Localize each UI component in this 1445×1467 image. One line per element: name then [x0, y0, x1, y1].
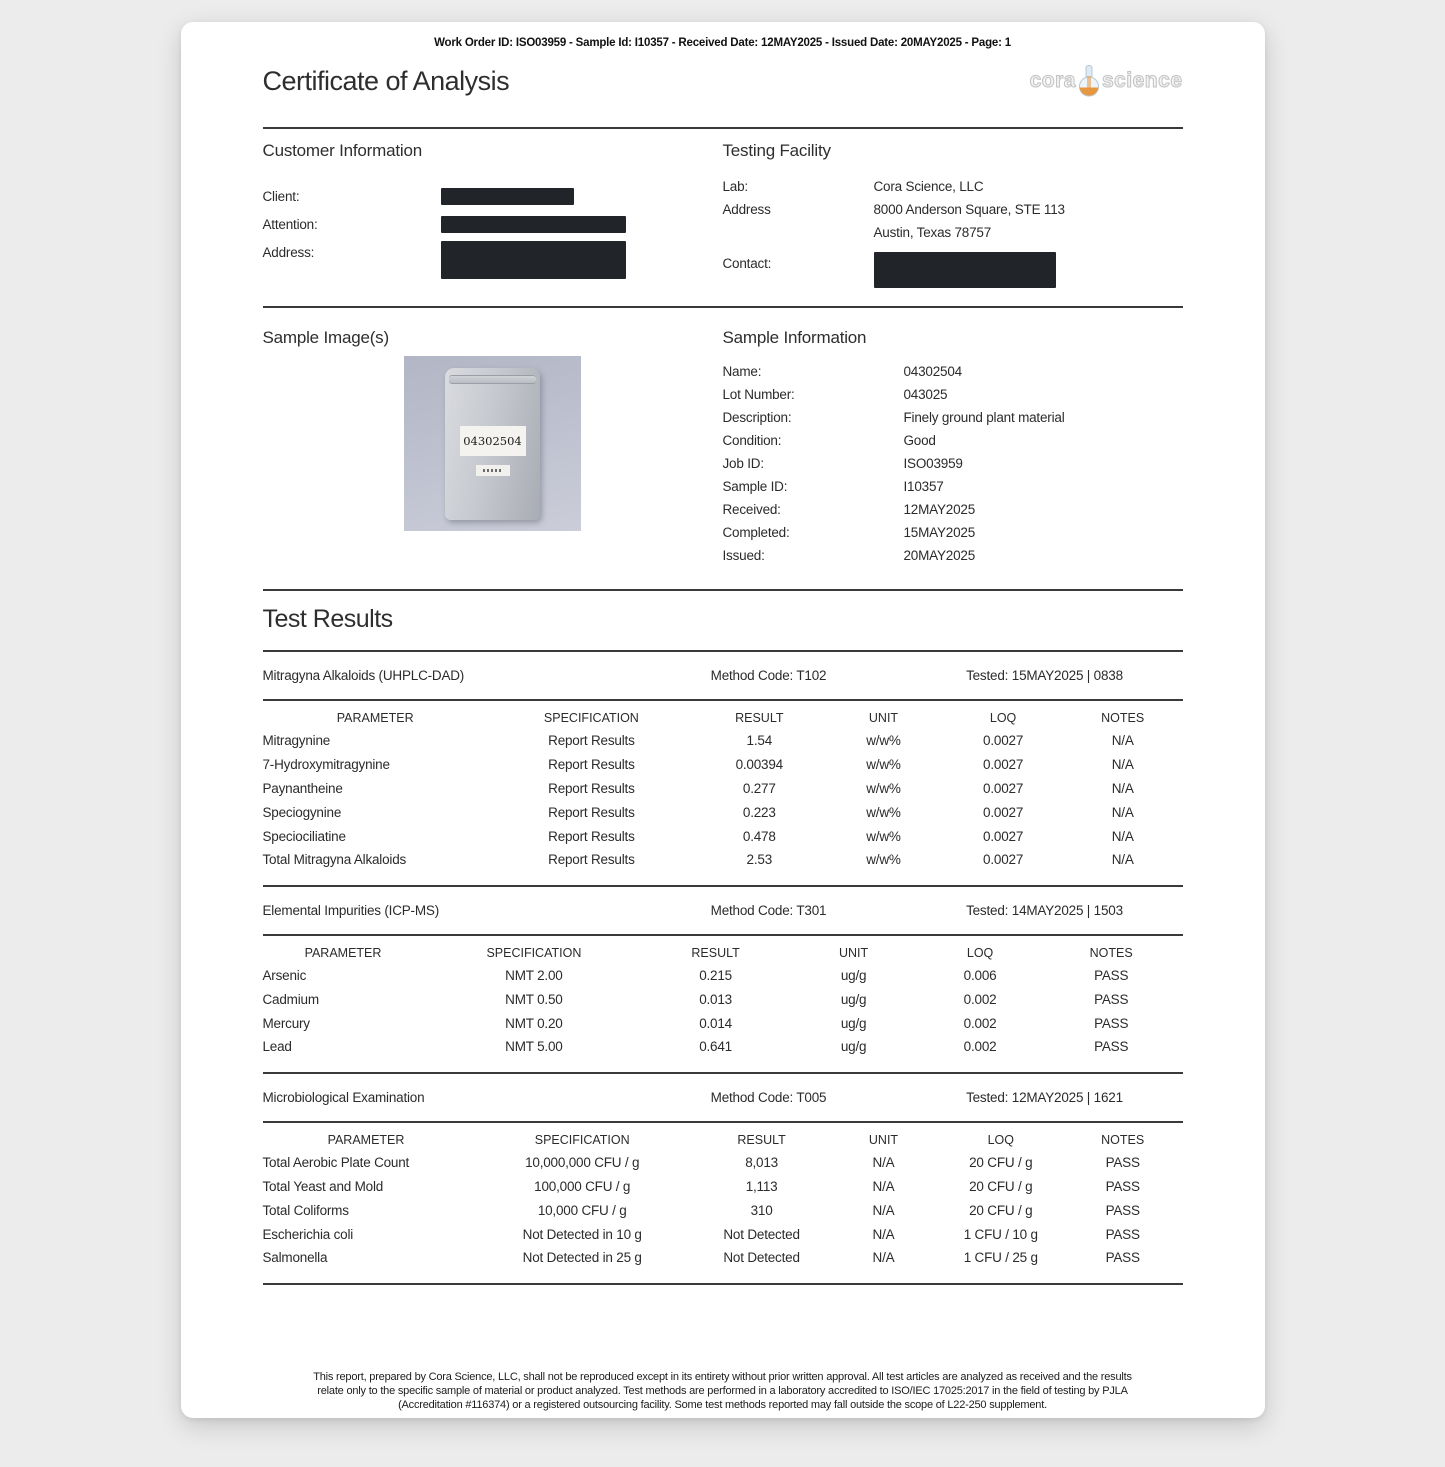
section-head-elemental [263, 887, 1183, 934]
sample-photo [404, 356, 581, 531]
table-row: Total Aerobic Plate Count 10,000,000 CFU / g 8,013 N/A 20 CFU / g PASS [262, 1155, 1140, 1171]
page-title: Certificate of Analysis [262, 65, 510, 96]
table-row: Speciociliatine Report Results 0.478 w/w% 0.0027 N/A [262, 828, 1134, 844]
table-row: Escherichia coli Not Detected in 10 g Not Detected N/A 1 CFU / 10 g PASS [262, 1226, 1140, 1242]
table-row: Mercury NMT 0.20 0.014 ug/g 0.002 PASS [262, 1015, 1129, 1031]
field-value: Finely ground plant material [903, 410, 1065, 425]
alkaloids-table [263, 701, 1183, 872]
field-label: Lot Number: [722, 387, 795, 402]
col-unit: UNIT [868, 711, 899, 725]
col-unit: UNIT [839, 945, 869, 960]
lab-label: Lab: [722, 179, 748, 194]
table-row: Mitragynine Report Results 1.54 w/w% 0.0027 N/A [262, 733, 1134, 749]
col-parameter: PARAMETER [304, 945, 382, 960]
elemental-table [263, 936, 1183, 1059]
sample-info-row [723, 383, 1183, 406]
col-unit: UNIT [868, 1132, 899, 1147]
sample-pouch-image [445, 368, 540, 520]
col-result: RESULT [735, 711, 784, 725]
section-name: Elemental Impurities (ICP-MS) [262, 902, 439, 918]
col-loq: LOQ [966, 945, 994, 960]
redacted-address-value [441, 241, 626, 279]
col-loq: LOQ [989, 711, 1017, 725]
address-label: Address: [262, 245, 315, 260]
method-code: Method Code: T102 [710, 668, 827, 683]
sample-info-row [723, 498, 1183, 521]
col-specification: SPECIFICATION [534, 1132, 630, 1147]
field-value: 04302504 [903, 364, 962, 379]
table-row: Total Mitragyna Alkaloids Report Results 2.53 w/w% 0.0027 N/A [262, 852, 1134, 868]
field-label: Description: [722, 410, 792, 425]
col-notes: NOTES [1101, 1132, 1145, 1147]
testing-facility [723, 141, 1183, 288]
table-row: Total Coliforms 10,000 CFU / g 310 N/A 20 CFU / g PASS [262, 1202, 1140, 1218]
col-notes: NOTES [1101, 711, 1145, 725]
table-row: Paynantheine Report Results 0.277 w/w% 0.0027 N/A [262, 780, 1134, 796]
testing-facility-heading: Testing Facility [722, 141, 831, 160]
field-label: Received: [722, 502, 781, 517]
field-label: Sample ID: [722, 479, 788, 494]
field-value: Good [903, 433, 936, 448]
cora-science-logo [1030, 64, 1183, 98]
field-label: Completed: [722, 525, 790, 540]
address-row [263, 241, 723, 279]
facility-address-row2 [723, 221, 1183, 244]
sample-info-row [723, 429, 1183, 452]
sample-images [263, 328, 723, 567]
method-code: Method Code: T301 [710, 902, 827, 918]
sample-images-heading: Sample Image(s) [262, 328, 389, 347]
field-value: 043025 [903, 387, 948, 402]
sample-info-row [723, 475, 1183, 498]
test-results-heading: Test Results [262, 605, 393, 633]
attention-label: Attention: [262, 217, 318, 232]
table-row: Lead NMT 5.00 0.641 ug/g 0.002 PASS [262, 1039, 1129, 1055]
customer-information-heading: Customer Information [262, 141, 422, 160]
facility-address-line2: Austin, Texas 78757 [873, 225, 992, 240]
divider [263, 127, 1183, 129]
table-row: Cadmium NMT 0.50 0.013 ug/g 0.002 PASS [262, 991, 1129, 1007]
col-result: RESULT [737, 1132, 786, 1147]
table-row: 7-Hydroxymitragynine Report Results 0.00394 w/w% 0.0027 N/A [262, 757, 1134, 773]
sample-info-row [723, 521, 1183, 544]
certificate-page [181, 22, 1265, 1418]
field-value: 15MAY2025 [903, 525, 976, 540]
col-specification: SPECIFICATION [543, 711, 639, 725]
customer-facility-section [263, 141, 1183, 288]
divider [263, 306, 1183, 308]
table-row: Total Yeast and Mold 100,000 CFU / g 1,113 N/A 20 CFU / g PASS [262, 1178, 1140, 1194]
title-row [263, 57, 1183, 105]
logo-word-cora: cora [1029, 69, 1076, 92]
field-value: I10357 [903, 479, 944, 494]
table-header-row [263, 936, 1183, 964]
facility-address-row [723, 198, 1183, 221]
sample-info-row [723, 406, 1183, 429]
facility-address-line1: 8000 Anderson Square, STE 113 [873, 202, 1065, 217]
sample-info-row [723, 452, 1183, 475]
field-label: Name: [722, 364, 762, 379]
sample-information-heading: Sample Information [722, 328, 867, 347]
tested-date: Tested: 14MAY2025 | 1503 [966, 902, 1123, 918]
field-value: 20MAY2025 [903, 548, 976, 563]
pouch-sublabel [476, 465, 510, 476]
col-parameter: PARAMETER [327, 1132, 405, 1147]
facility-address-label: Address [722, 202, 771, 217]
client-label: Client: [262, 189, 300, 204]
contact-label: Contact: [722, 256, 772, 271]
lab-row [723, 175, 1183, 198]
col-result: RESULT [691, 945, 740, 960]
work-order-header: Work Order ID: ISO03959 - Sample Id: I10357 - Received Date: 12MAY2025 - Issued Date: 20MAY2025 - Page: 1 [434, 37, 1011, 49]
flask-icon [1077, 64, 1101, 98]
sample-info-row [723, 360, 1183, 383]
contact-row [723, 252, 1183, 288]
field-label: Job ID: [722, 456, 764, 471]
divider [263, 589, 1183, 591]
section-head-alkaloids [263, 652, 1183, 699]
table-header-row [263, 701, 1183, 729]
client-row [263, 185, 723, 208]
col-specification: SPECIFICATION [486, 945, 582, 960]
field-value: ISO03959 [903, 456, 963, 471]
sample-information [723, 328, 1183, 567]
pouch-label: 04302504 [460, 426, 526, 456]
section-name: Mitragyna Alkaloids (UHPLC-DAD) [262, 668, 465, 683]
tested-date: Tested: 12MAY2025 | 1621 [966, 1089, 1123, 1105]
table-header-row [263, 1123, 1183, 1151]
section-head-micro [263, 1074, 1183, 1121]
logo-word-science: science [1101, 69, 1183, 92]
divider [263, 1283, 1183, 1285]
section-name: Microbiological Examination [262, 1089, 425, 1105]
table-row: Speciogynine Report Results 0.223 w/w% 0.0027 N/A [262, 804, 1134, 820]
attention-row [263, 213, 723, 236]
disclaimer-text: This report, prepared by Cora Science, LLC, shall not be reproduced except in its entirety without prior written approval. All test articles are analyzed as received and the results relate only to the specific sample of material or product analyzed. Test methods are performed in a laboratory accredited to ISO/IEC 17025:2017 in the field of testing by PJLA (Accreditation #116374) or a registered outsourcing facility. Some test methods reported may fall outside the scope of L22-250 supplement. [313, 1371, 1132, 1411]
field-label: Condition: [722, 433, 782, 448]
field-label: Issued: [722, 548, 765, 563]
redacted-contact-value [874, 252, 1056, 288]
method-code: Method Code: T005 [710, 1089, 827, 1105]
field-value: 12MAY2025 [903, 502, 976, 517]
micro-table [263, 1123, 1183, 1270]
lab-value: Cora Science, LLC [873, 179, 984, 194]
col-loq: LOQ [987, 1132, 1014, 1147]
table-row: Salmonella Not Detected in 25 g Not Detected N/A 1 CFU / 25 g PASS [262, 1250, 1140, 1266]
redacted-client-value [441, 188, 574, 205]
col-parameter: PARAMETER [336, 711, 414, 725]
customer-information [263, 141, 723, 288]
sample-section [263, 328, 1183, 567]
tested-date: Tested: 15MAY2025 | 0838 [966, 668, 1123, 683]
pouch-seal [449, 375, 536, 384]
redacted-attention-value [441, 216, 626, 233]
sample-info-row [723, 544, 1183, 567]
table-row: Arsenic NMT 2.00 0.215 ug/g 0.006 PASS [262, 968, 1129, 984]
col-notes: NOTES [1089, 945, 1133, 960]
